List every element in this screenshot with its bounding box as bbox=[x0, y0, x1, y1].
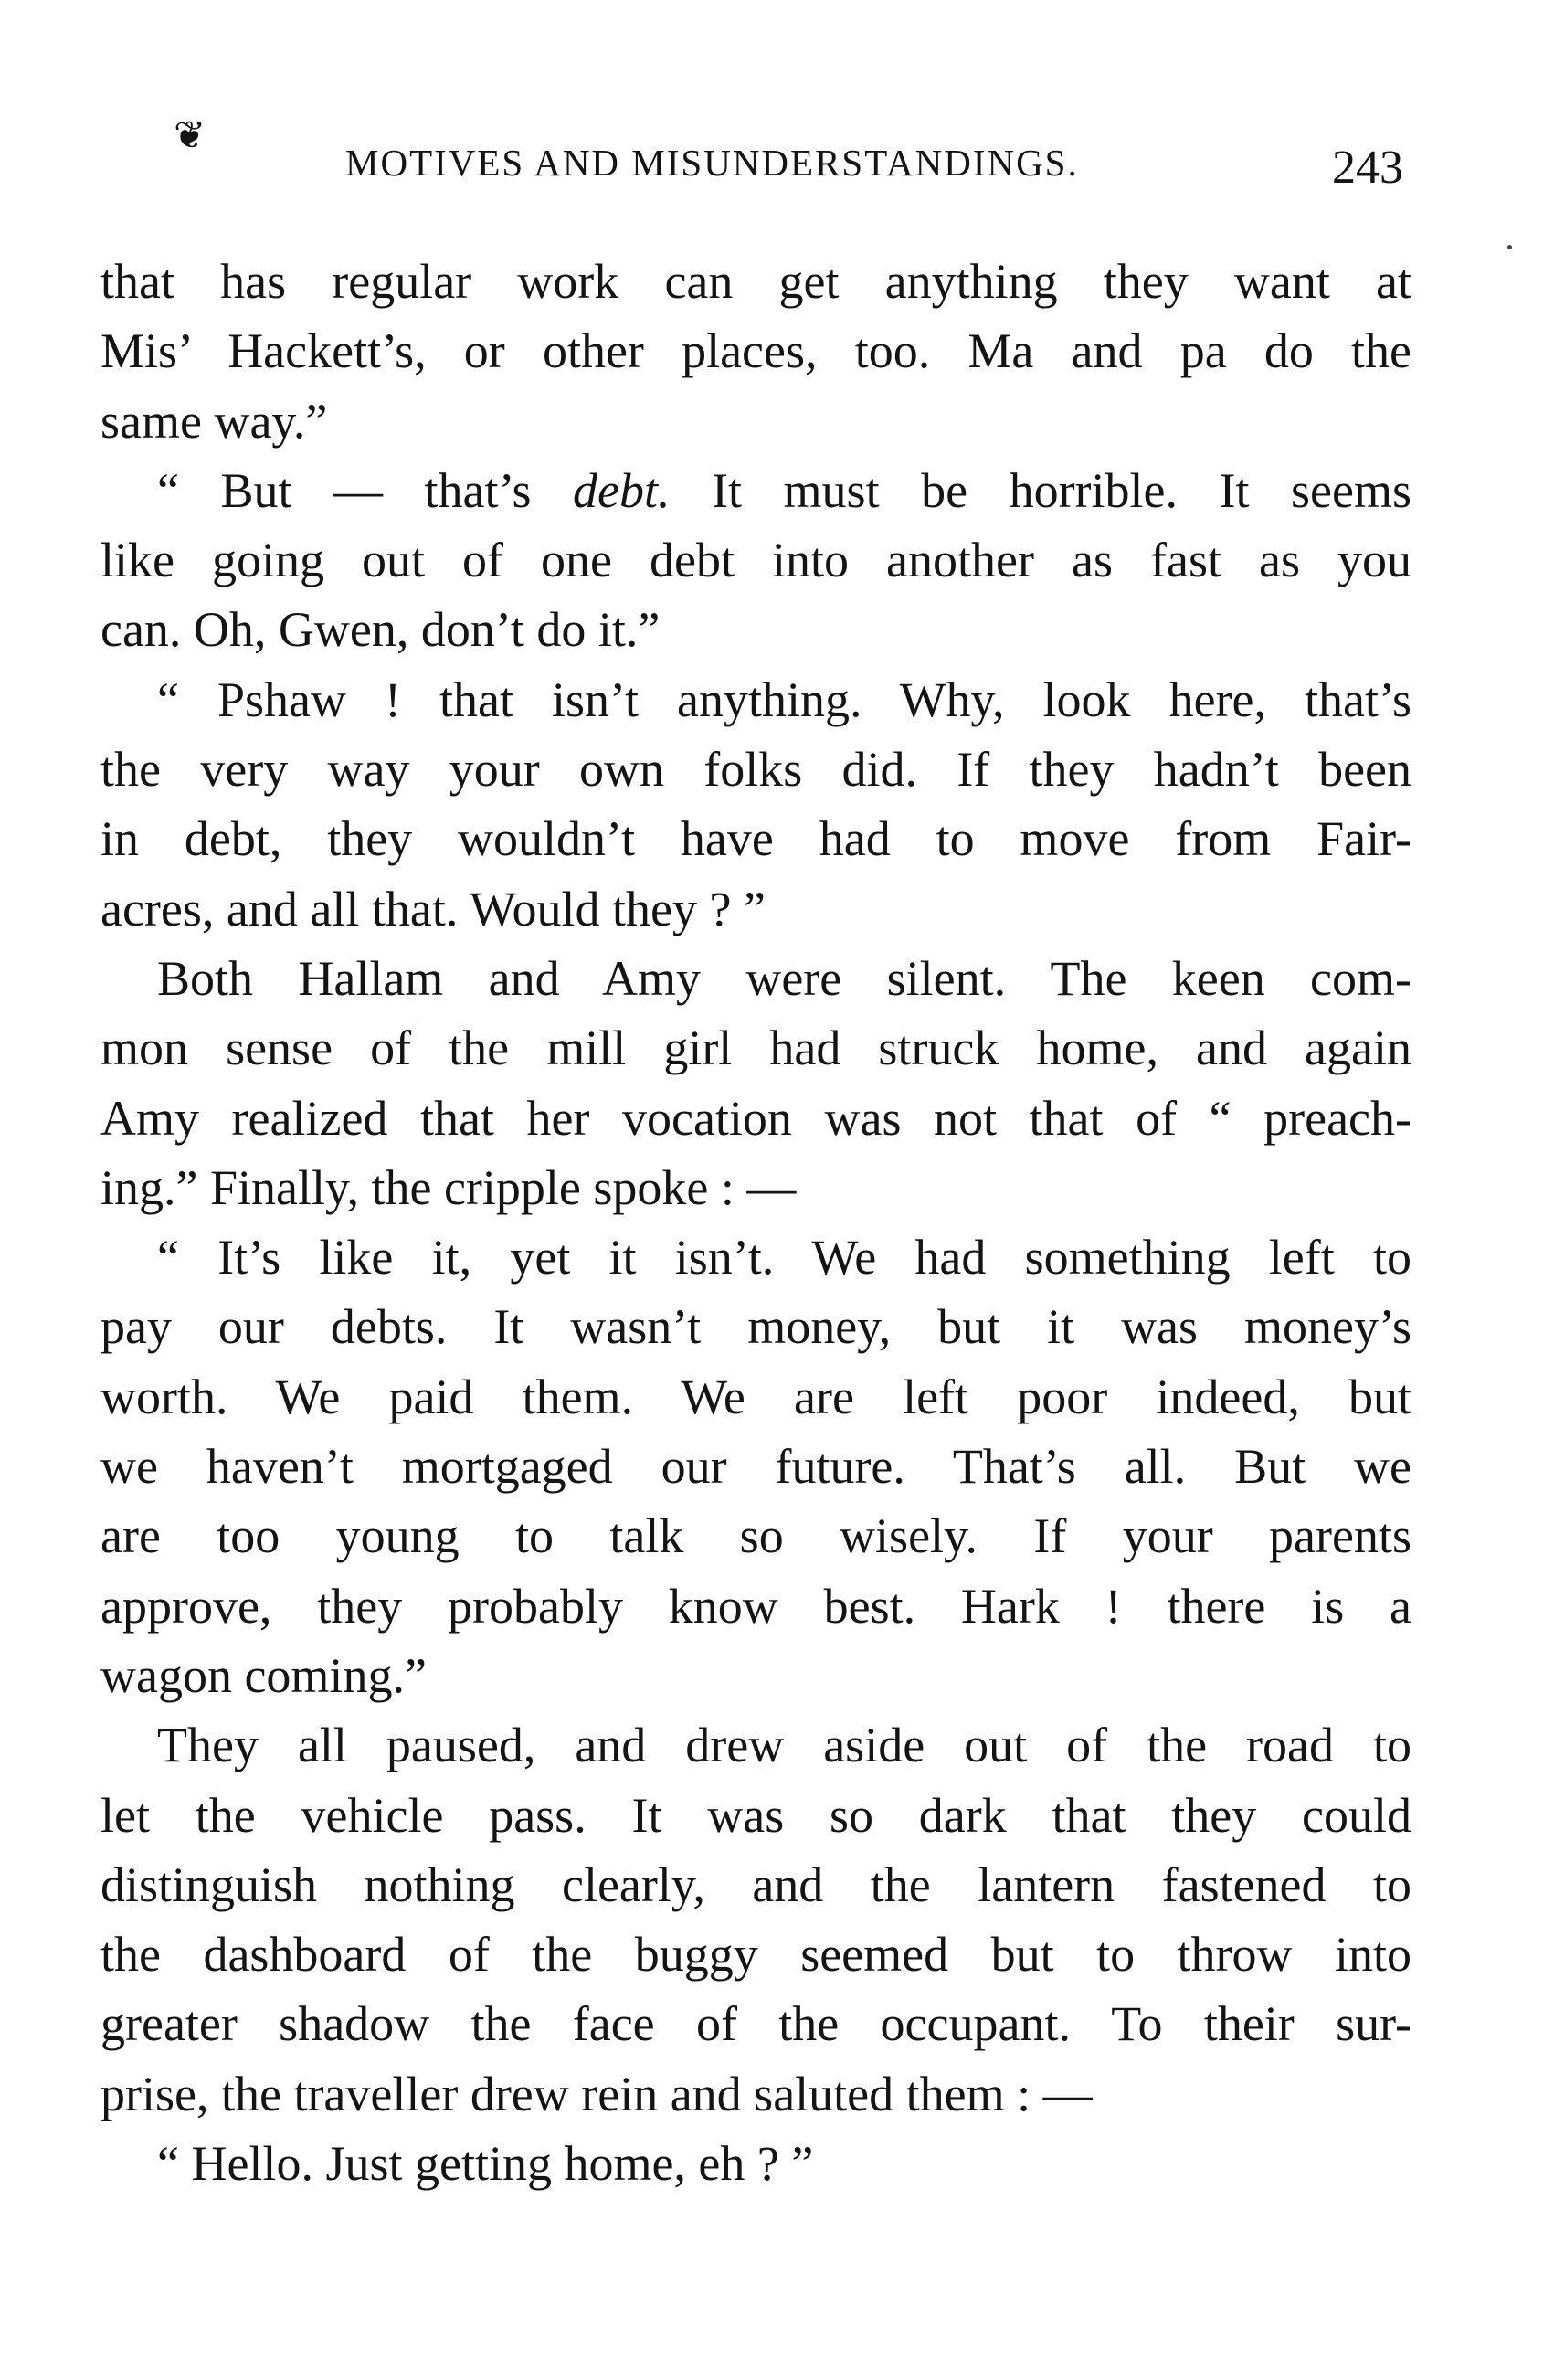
text-line: acres, and all that. Would they ? ” bbox=[100, 881, 766, 936]
text-line: greater shadow the face of the occupant. To their sur- bbox=[100, 1996, 1411, 2052]
text-line: like going out of one debt into another as fast as you bbox=[100, 533, 1411, 588]
print-speck bbox=[1507, 245, 1512, 249]
text-line: worth. We paid them. We are left poor indeed, but bbox=[100, 1369, 1411, 1424]
text-line: let the vehicle pass. It was so dark that they could bbox=[100, 1787, 1411, 1843]
text-line: Amy realized that her vocation was not that of “ preach- bbox=[100, 1090, 1411, 1146]
text-line: can. Oh, Gwen, don’t do it.” bbox=[100, 602, 661, 658]
text-line: same way.” bbox=[100, 393, 328, 449]
text-line: we haven’t mortgaged our future. That’s all. But we bbox=[100, 1439, 1411, 1495]
text-line: the dashboard of the buggy seemed but to throw into bbox=[100, 1927, 1411, 1983]
text-line: They all paused, and drew aside out of the road to bbox=[157, 1718, 1411, 1773]
text-line: ing.” Finally, the cripple spoke : — bbox=[100, 1159, 797, 1215]
text-line: “ Pshaw ! that isn’t anything. Why, look here, that’s bbox=[157, 672, 1411, 727]
body-text bbox=[100, 247, 1411, 2198]
text-line: in debt, they wouldn’t have had to move from Fair- bbox=[100, 811, 1411, 867]
text-line: Mis’ Hackett’s, or other places, too. Ma and pa do the bbox=[100, 323, 1411, 379]
text-line: that has regular work can get anything they want at bbox=[100, 254, 1411, 309]
text-line: “ Hello. Just getting home, eh ? ” bbox=[157, 2136, 814, 2192]
text-line: approve, they probably know best. Hark ! there is a bbox=[100, 1578, 1411, 1634]
text-line: Both Hallam and Amy were silent. The keen com- bbox=[157, 950, 1411, 1006]
text-line: wagon coming.” bbox=[100, 1647, 427, 1703]
running-title: MOTIVES AND MISUNDERSTANDINGS. bbox=[345, 142, 1079, 184]
text-line: the very way your own folks did. If they hadn’t been bbox=[100, 742, 1411, 798]
fleuron-ornament-icon: ❦ bbox=[174, 115, 206, 157]
text-line: are too young to talk so wisely. If your parents bbox=[100, 1508, 1411, 1564]
text-line: “ But — that’s debt. It must be horrible. It seems bbox=[157, 462, 1411, 518]
text-line: distinguish nothing clearly, and the lantern fastened to bbox=[100, 1856, 1411, 1912]
page-number: 243 bbox=[1332, 142, 1403, 194]
text-line: “ It’s like it, yet it isn’t. We had something left to bbox=[157, 1230, 1411, 1285]
text-line: pay our debts. It wasn’t money, but it was money’s bbox=[100, 1299, 1411, 1355]
text-line: prise, the traveller drew rein and saluted them : — bbox=[100, 2066, 1093, 2121]
text-line: mon sense of the mill girl had struck home, and again bbox=[100, 1021, 1411, 1076]
